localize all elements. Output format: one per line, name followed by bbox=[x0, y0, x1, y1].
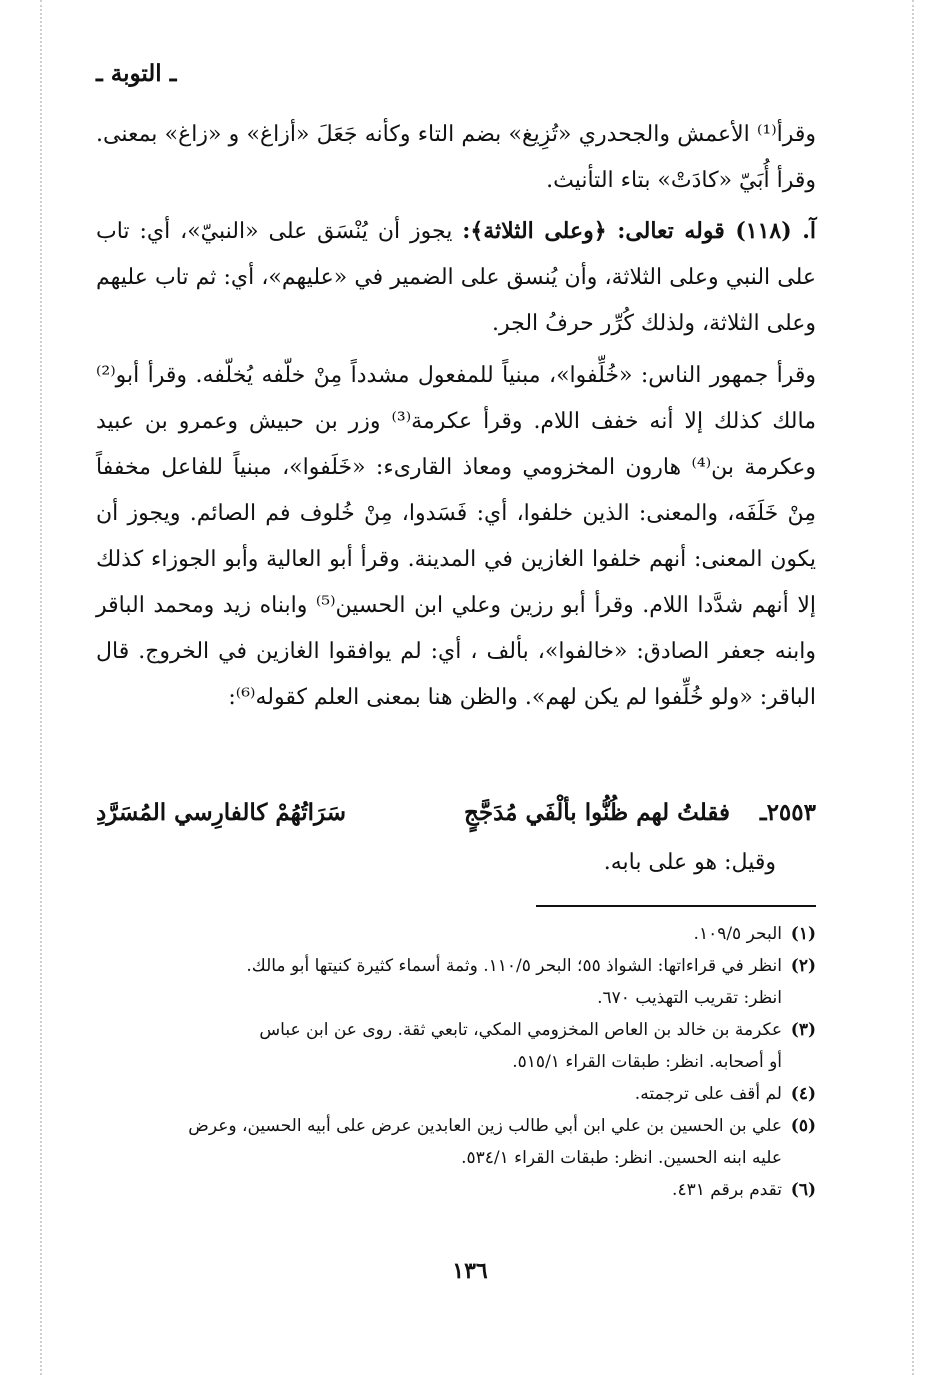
text-line: فم الصائم. ويجوز أن يكون المعنى: أنهم خلفوا الغازين في المدينة. وقرأ bbox=[96, 501, 817, 572]
text-line: وقرأ جمهور الناس: «خُلِّفوا»، مبنياً للمفعول مشدداً مِنْ خلّفه يُخلّفه. bbox=[195, 363, 817, 388]
verse-number: ٢٥٥٣ـ bbox=[759, 799, 816, 826]
poetry-verse bbox=[96, 790, 816, 836]
after-verse-text bbox=[96, 840, 816, 886]
scan-edge-left bbox=[40, 0, 42, 1375]
footnote-number: (٤) bbox=[790, 1084, 816, 1104]
text-line: أبو العالية وأبو الجوزاء كذلك إلا أنهم شدَّدا اللام. وقرأ أبو رزين وعلي ابن bbox=[96, 547, 816, 618]
footnote bbox=[96, 1014, 816, 1078]
footnote-separator bbox=[536, 905, 816, 907]
text-line: وقيل: هو على بابه. bbox=[603, 850, 776, 875]
text-line: والظن هنا بمعنى العلم كقوله⁽⁶⁾: bbox=[228, 685, 518, 710]
footnote-number: (١) bbox=[790, 924, 816, 944]
running-head: ـ التوبة ـ bbox=[96, 60, 177, 87]
text-line: مبنياً للفاعل مخففاً مِنْ خَلَفَه، والمعنى: الذين خلفوا، أي: فَسَدوا، مِنْ خُلوف bbox=[96, 455, 816, 526]
verse-first-hemistich: فقلتُ لهم ظُنُّوا بألْفَي مُدَجَّجٍ bbox=[464, 799, 730, 826]
footnote-text: انظر في قراءاتها: الشواذ ٥٥؛ البحر ١١٠/٥. وثمة أسماء كثيرة كنيتها أبو مالك. bbox=[246, 956, 782, 976]
footnote bbox=[96, 1110, 816, 1174]
footnote bbox=[96, 950, 816, 1014]
page-number: ١٣٦ bbox=[452, 1258, 488, 1284]
footnote bbox=[96, 1078, 816, 1110]
footnote-number: (٦) bbox=[790, 1180, 816, 1200]
footnote-text: لم أقف على ترجمته. bbox=[634, 1084, 782, 1104]
footnote-number: (٣) bbox=[790, 1020, 816, 1040]
text-line: وعمرو بن عبيد وعكرمة بن⁽⁴⁾ هارون المخزومي ومعاذ القارىء: «خَلَفوا»، bbox=[96, 409, 816, 480]
text-line: أي: لم يوافقوا الغازين في الخروج. قال الباقر: «ولو خُلِّفوا لم يكن لهم». bbox=[96, 639, 816, 710]
footnote-continuation: أو أصحابه. انظر: طبقات القراء ٥١٥/١. bbox=[512, 1052, 782, 1072]
footnotes bbox=[96, 918, 816, 1206]
footnote-text: تقدم برقم ٤٣١. bbox=[672, 1180, 782, 1200]
text-line: «النبيّ»، أي: تاب على النبي وعلى الثلاثة، وأن يُنسق على الضمير في bbox=[96, 219, 816, 290]
footnote-number: (٥) bbox=[790, 1116, 816, 1136]
footnote bbox=[96, 1174, 816, 1206]
paragraph-2 bbox=[96, 208, 816, 347]
scan-edge-right bbox=[912, 0, 914, 1375]
text-line: «عليهم»، أي: ثم تاب عليهم وعلى الثلاثة، ولذلك كُرِّر حرفُ الجر. bbox=[96, 265, 816, 336]
footnote-text: عكرمة بن خالد بن العاص المخزومي المكي، تابعي ثقة. روى عن ابن عباس bbox=[259, 1020, 782, 1040]
text-line: و «زاغ» بمعنى. وقرأ أُبَيّ «كادَتْ» بتاء التأنيث. bbox=[96, 122, 816, 193]
paragraph-1 bbox=[96, 112, 816, 204]
footnote bbox=[96, 918, 816, 950]
text-line: وقرأ أبو⁽²⁾ مالك كذلك إلا أنه خفف اللام. وقرأ عكرمة⁽³⁾ وزر بن حبيش bbox=[96, 363, 816, 434]
verse-second-hemistich: سَرَاتُهُمْ كالفارِسي المُسَرَّدِ bbox=[96, 799, 346, 826]
main-text bbox=[96, 112, 816, 721]
footnote-text: علي بن الحسين بن علي ابن أبي طالب زين العابدين عرض على أبيه الحسين، وعرض bbox=[188, 1116, 782, 1136]
text-line: وقرأ⁽¹⁾ الأعمش والجحدري «تُزِيغ» بضم التاء وكأنه جَعَلَ «أزاغ» bbox=[246, 122, 817, 147]
verse-heading: آ. (١١٨) قوله تعالى: ﴿وعلى الثلاثة﴾: bbox=[462, 218, 816, 244]
footnote-continuation: انظر: تقريب التهذيب ٦٧٠. bbox=[597, 988, 782, 1008]
text-line: يجوز أن يُنْسَق على bbox=[268, 219, 463, 244]
paragraph-3 bbox=[96, 353, 816, 721]
footnote-continuation: عليه ابنه الحسين. انظر: طبقات القراء ٥٣٤/١. bbox=[461, 1148, 782, 1168]
footnote-number: (٢) bbox=[790, 956, 816, 976]
footnote-text: البحر ١٠٩/٥. bbox=[693, 924, 782, 944]
text-line: الحسين⁽⁵⁾ وابناه زيد ومحمد الباقر وابنه جعفر الصادق: «خالفوا»، بألف ، bbox=[96, 593, 817, 664]
